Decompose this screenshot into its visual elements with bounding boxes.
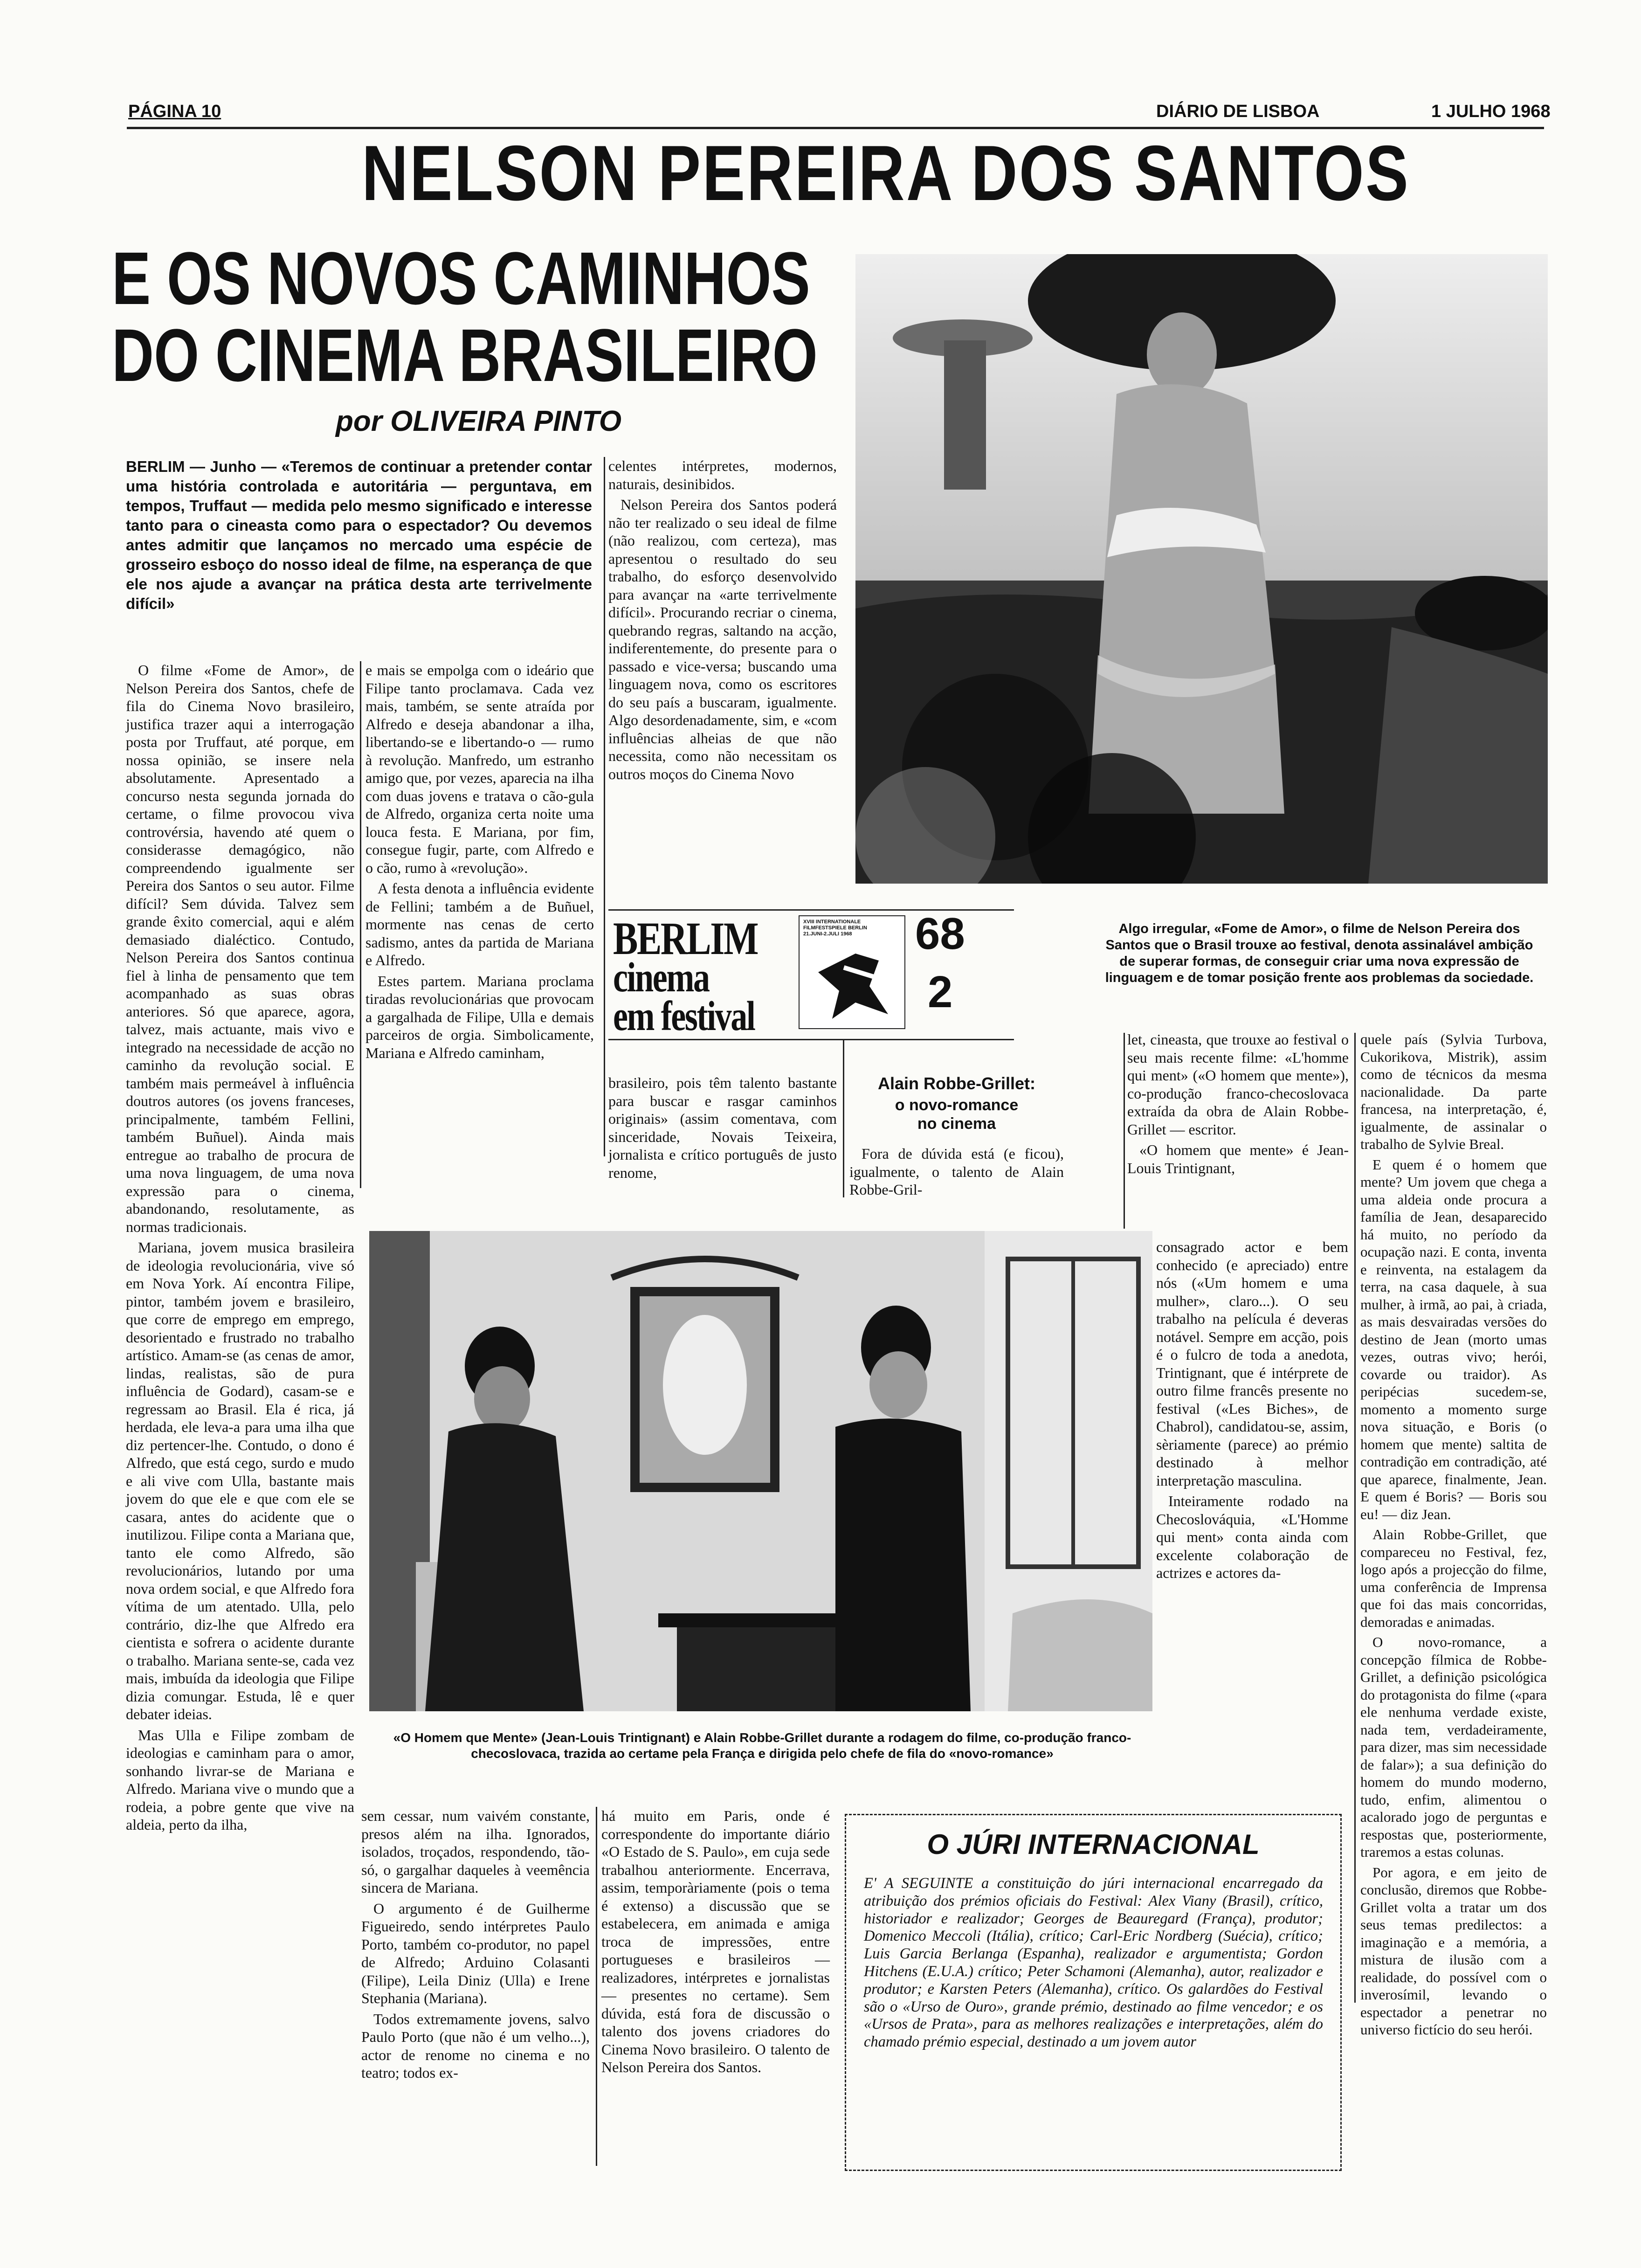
page-number: PÁGINA 10: [128, 102, 221, 121]
photo-caption-homem-que-mente: «O Homem que Mente» (Jean-Louis Trintignant) e Alain Robbe-Grillet durante a rodagem do filme, co-produção franco-checoslovaca, trazida ao certame pela França e dirigida pelo chefe de fila do «novo-romance»: [393, 1730, 1131, 1761]
column-1: [126, 661, 354, 1837]
paragraph: Todos extremamente jovens, salvo Paulo Porto (que não é um velho...), actor de renome no cinema e no teatro; todos ex-: [361, 2010, 590, 2081]
logo-number: 2: [928, 967, 953, 1017]
paragraph: celentes intérpretes, modernos, naturais, desinibidos.: [608, 457, 837, 492]
column-rule: [1124, 1033, 1125, 1229]
juri-box: [845, 1814, 1342, 2171]
bottom-column-2: [601, 1807, 830, 2079]
column-rule: [596, 1807, 597, 2166]
robbe-col-1: [849, 1145, 1064, 1202]
juri-text: E' A SEGUINTE a constituição do júri internacional encarregado da atribuição dos prémios oficiais do Festival: Alex Viany (Brasil), crítico, historiador e realizador; Georges de Beauregard (França), produtor; Domenico Meccoli (Itália), crítico; Carl-Eric Nordberg (Suécia), crítico; Luis Garcia Berlanga (Espanha), realizador e argumentista; Gordon Hitchens (E.U.A.) crítico; Peter Schamoni (Alemanha), autor, realizador e produtor; e Karsten Peters (Alemanha), crítico. Os galardões do Festival são o «Urso de Ouro», grande prémio, destinado ao filme vencedor; e os «Ursos de Prata», para as melhores realizações e interpretações, além do chamado prémio especial, destinado a um jovem autor: [864, 1875, 1323, 2051]
paragraph: há muito em Paris, onde é correspondente do importante diário «O Estado de S. Paulo», em cuja sede trabalhou anteriormente. Encerrava, assim, temporàriamente (pois o tema é extenso) a discussão que se estabelecera, em animada e amiga troca de impressões, entre portugueses e brasileiros — realizadores, intérpretes e jornalistas — presentes no certame). Sem dúvida, está fora de discussão o talento dos jovens criadores do Cinema Novo brasileiro. O talento de Nelson Pereira dos Santos.: [601, 1807, 830, 2075]
column-rule: [604, 457, 605, 1156]
kicker-title: NELSON PEREIRA DOS SANTOS: [362, 129, 1410, 217]
logo-berlim: BERLIM: [613, 913, 758, 964]
bottom-column-1: [361, 1807, 590, 2085]
paragraph: brasileiro, pois têm talento bastante para buscar e rasgar caminhos originais» (assim comentava, com sinceridade, Novais Teixeira, jornalista e crítico português de justo renome,: [608, 1074, 837, 1181]
paragraph: e mais se empolga com o ideário que Filipe tanto proclamava. Cada vez mais, também, se sente atraída por Alfredo e deseja abandonar a ilha, libertando-se e libertando-o — rumo à revolução. Manfredo, um estranho amigo que, por vezes, aparecia na ilha com duas jovens e tratava o cão-gula de Alfredo, organiza certa noite uma louca festa. E Mariana, por fim, consegue fugir, parte, com Alfredo e o cão, rumo à «revolução».: [365, 662, 594, 876]
robbe-title: Alain Robbe-Grillet:: [877, 1074, 1035, 1093]
film-still-homem-que-mente: [369, 1231, 1152, 1711]
column-2: [365, 661, 594, 1065]
paragraph: O novo-romance, a concepção fílmica de Robbe-Grillet, a definição psicológica do protagonista do filme («para ele nenhuma verdade existe, nada tem, verdadeiramente, para dizer, mas sim necessidade de falar»); a sua definição do homem do mundo moderno, tudo, enfim, alimentou o acalorado jogo de perguntas e respostas que, posteriormente, traremos a estas colunas.: [1360, 1634, 1547, 1860]
poster-text: XVIII INTERNATIONALE FILMFESTSPIELE BERLIN 21.JUNI-2.JULI 1968: [803, 919, 867, 937]
column-rule: [843, 1039, 844, 1197]
photo-caption-fome-de-amor: Algo irregular, «Fome de Amor», o filme de Nelson Pereira dos Santos que o Brasil trouxe ao festival, denota assinalável ambição de superar formas, de conseguir criar uma nova expressão de linguagem e de tomar posição frente aos problemas da sociedade.: [1105, 921, 1534, 985]
robbe-col-2-cont: [1156, 1238, 1348, 1585]
robbe-subtitle: o novo-romance no cinema: [895, 1096, 1019, 1133]
paragraph: Mas Ulla e Filipe zombam de ideologias e caminham para o amor, sonhando livrar-se de Mariana e Alfredo. Mariana vive o mundo que a rodeia, a pobre gente que vive na aldeia, perto da ilha,: [126, 1726, 354, 1833]
juri-title: O JÚRI INTERNACIONAL: [927, 1829, 1260, 1860]
lead-paragraph: BERLIM — Junho — «Teremos de continuar a pretender contar uma história controlada e autoritária — perguntava, em tempos, Truffaut — medida pelo mesmo significado e interesse tanto para o cineasta como para o espectador? Ou devemos antes admitir que lançamos no mercado uma espécie de grosseiro esboço do nosso ideal de filme, na esperança de que ele nos ajude a avançar na prática desta arte terrivelmente difícil»: [126, 458, 592, 612]
column-rule: [360, 661, 361, 1188]
paragraph: Alain Robbe-Grillet, que compareceu no Festival, fez, logo após a projecção do filme, uma conferência de Imprensa que foi das mais concorridas, demoradas e animadas.: [1360, 1526, 1547, 1630]
paragraph: O argumento é de Guilherme Figueiredo, sendo intérpretes Paulo Porto, também co-produtor, no papel de Alfredo; Arduino Colasanti (Filipe), Leila Diniz (Ulla) e Irene Stephania (Mariana).: [361, 1900, 590, 2006]
paragraph: let, cineasta, que trouxe ao festival o seu mais recente filme: «L'homme qui ment» («O homem que mente»), co-produção franco-checoslovaca extraída da obra de Alain Robbe-Grillet — escritor.: [1127, 1031, 1349, 1138]
paragraph: Nelson Pereira dos Santos poderá não ter realizado o seu ideal de filme (não realizou, com certeza), mas apresentou o resultado do seu trabalho, do esforço desenvolvido para avançar na «arte terrivelmente difícil». Procurando recriar o cinema, quebrando regras, saltando na acção, indiferentemente, do presente para o passado e vice-versa; buscando uma linguagem nova, como os escritores do seu país a buscaram, igualmente. Algo desordenadamente, sim, e «com influências alheias de que não necessita, como não necessitam os outros moços do Cinema Novo: [608, 496, 837, 782]
logo-em-festival: em festival: [613, 993, 755, 1039]
logo-cinema: cinema: [613, 954, 709, 1001]
paragraph: E quem é o homem que mente? Um jovem que chega a uma aldeia onde procura a família de Jean, desaparecido há muito, no período da ocupação nazi. E conta, inventa e reinventa, na estalagem da terra, na casa daquele, à sua mulher, à irmã, ao pai, à criada, as mais desvairadas versões do destino de Jean (morto umas vezes, outras vivo; herói, covarde ou traidor). As peripécias sucedem-se, momento a momento surge nova situação, e Boris (o homem que mente) saltita de contradição em contradição, até que aparece, finalmente, Jean. E quem é Boris? — Boris sou eu! — diz Jean.: [1360, 1156, 1547, 1522]
paragraph: Estes partem. Mariana proclama tiradas revolucionárias que provocam a gargalhada de Filipe, Ulla e demais parceiros de orgia. Simbolicamente, Mariana e Alfredo caminham,: [365, 972, 594, 1061]
column-rule: [1354, 1033, 1356, 2003]
logo-year: 68: [915, 909, 965, 959]
paragraph: «O homem que mente» é Jean-Louis Trintignant,: [1127, 1141, 1349, 1176]
paragraph: Fora de dúvida está (e ficou), igualmente, o talento de Alain Robbe-Gril-: [849, 1145, 1064, 1198]
column-3-top: [608, 457, 837, 786]
festival-logo: [608, 909, 1014, 1040]
paragraph: Por agora, e em jeito de conclusão, diremos que Robbe-Grillet volta a tratar um dos seus temas predilectos: a imaginação e a memória, a mistura de ilusão com a realidade, do possível com o inverosímil, levando o espectador a penetrar no universo fictício do seu herói.: [1360, 1864, 1547, 2038]
film-still-fome-de-amor: [855, 254, 1548, 884]
issue-date: 1 JULHO 1968: [1431, 102, 1551, 121]
headline-line-2: DO CINEMA BRASILEIRO: [112, 313, 818, 397]
column-3-bottom: [608, 1074, 837, 1184]
bear-emblem-icon: [800, 916, 904, 1028]
festival-poster: [799, 915, 905, 1029]
photo-fome-de-amor-image: [855, 254, 1548, 884]
byline: por OLIVEIRA PINTO: [336, 405, 622, 437]
paragraph: quele país (Sylvia Turbova, Cukorikova, Mistrik), assim como de técnicos da mesma nacionalidade. Da parte francesa, na interpretação, é, igualmente, de assinalar o trabalho de Sylvie Breal.: [1360, 1031, 1547, 1152]
paragraph: Mariana, jovem musica brasileira de ideologia revolucionária, vive só em Nova York. Aí encontra Filipe, pintor, também jovem e brasileiro, que corre de emprego em emprego, desorientado e frustrado no trabalho artístico. Amam-se (as cenas de amor, lindas, realistas, são de pura influência de Godard), casam-se e regressam ao Brasil. Ela é rica, já herdada, ele leva-a para uma ilha que diz pertencer-lhe. Contudo, o dono é Alfredo, que está cego, surdo e mudo e ali vive com Ulla, bastante mais jovem do que ele e que com ele se casara, antes do acidente que o inutilizou. Filipe conta a Mariana que, tanto ele como Alfredo, são revolucionários, lutando por uma nova ordem social, e que Alfredo fora vítima de um atentado. Ulla, pelo contrário, diz-lhe que Alfredo era cientista e sofrera o acidente durante o trabalho. Mariana sente-se, cada vez mais, imbuída da ideologia que Filipe dizia comungar. Estuda, lê e quer debater ideias.: [126, 1239, 354, 1722]
photo-homem-que-mente-image: [369, 1231, 1152, 1711]
paragraph: Inteiramente rodado na Checoslováquia, «L'Homme qui ment» conta ainda com excelente colaboração de actrizes e actores da-: [1156, 1493, 1348, 1581]
robbe-col-2: [1127, 1030, 1349, 1180]
paragraph: O filme «Fome de Amor», de Nelson Pereira dos Santos, chefe de fila do Cinema Novo brasileiro, justifica trazer aqui a interrogação posta por Truffaut, até porque, em nossa opinião, se insere nela absolutamente. Apresentado a concurso nesta segunda jornada do certame, o filme provocou viva controvérsia, havendo até quem o considerasse demagógico, não compreendendo igualmente ser Pereira dos Santos o seu autor. Filme difícil? Sem dúvida. Talvez sem grande êxito comercial, aqui e além demasiado dialéctico. Contudo, Nelson Pereira dos Santos continua fiel à linha de pensamento que tem acompanhado as suas obras anteriores. Só que aparece, agora, talvez, mais actuante, mais vivo e integrado na necessidade de acção no caminho da revolução social. E também mais permeável à influência doutros autores (os jovens franceses, principalmente, também Fellini, também Buñuel). Ainda mais entregue ao trabalho de procura de uma nova linguagem, de uma nova expressão para o cinema, abandonando, resolutamente, as normas tradicionais.: [126, 662, 354, 1235]
headline-line-1: E OS NOVOS CAMINHOS: [112, 236, 810, 320]
paragraph: sem cessar, num vaivém constante, presos além na ilha. Ignorados, isolados, troçados, respondendo, tão-só, o gargalhar daqueles à veemência sincera de Mariana.: [361, 1807, 590, 1896]
paragraph: A festa denota a influência evidente de Fellini; também a de Buñuel, mormente nas cenas de certo sadismo, antes da partida de Mariana e Alfredo.: [365, 880, 594, 968]
newspaper-name: DIÁRIO DE LISBOA: [1156, 102, 1320, 121]
robbe-col-3: [1360, 1030, 1547, 2041]
paragraph: consagrado actor e bem conhecido (e apreciado) entre nós («Um homem e uma mulher», claro...). O seu trabalho na película é deveras notável. Sempre em acção, pois é o fulcro de toda a anedota, Trintignant, que é intérprete de outro filme francês presente no festival («Les Biches», de Chabrol), candidatou-se, assim, sèriamente (parece) ao prémio destinado à melhor interpretação masculina.: [1156, 1238, 1348, 1489]
